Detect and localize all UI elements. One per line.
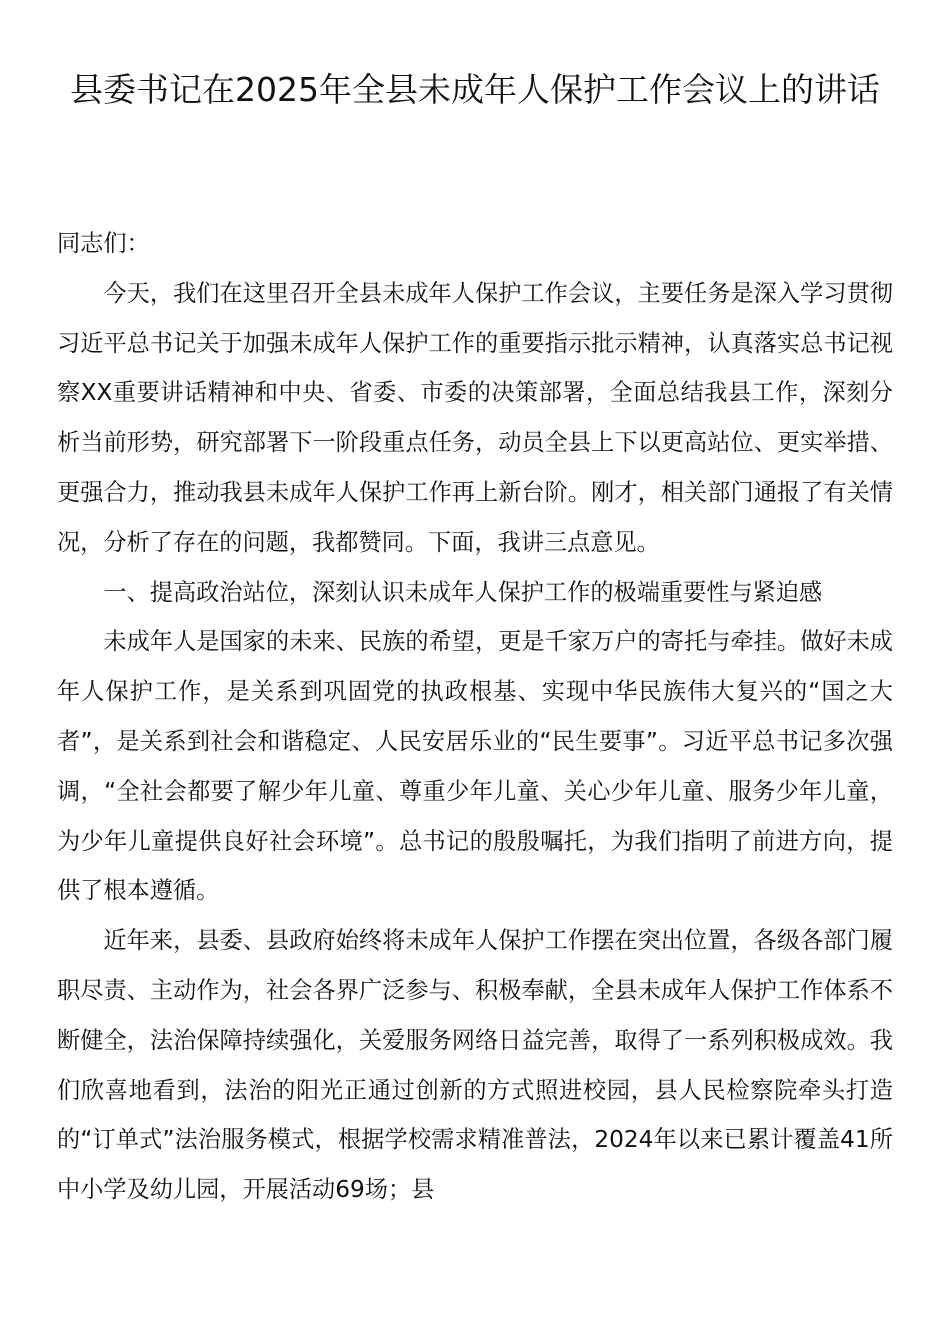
section-heading-1: 一、提高政治站位，深刻认识未成年人保护工作的极端重要性与紧迫感 [103, 578, 823, 606]
document-title: 县委书记在2025年全县未成年人保护工作会议上的讲话 [70, 70, 880, 109]
paragraph-achievements: 近年来，县委、县政府始终将未成年人保护工作摆在突出位置，各级各部门履职尽责、主动作为，社会各界广泛参与、积极奉献，全县未成年人保护工作体系不断健全，法治保障持续强化，关爱服务网络日益完善，取得了一系列积极成效。我们欣喜地看到，法治的阳光正通过创新的方式照进校园，县人民检察院牵头打造的“订单式”法治服务模式，根据学校需求精准普法，2024年以来已累计覆盖41所中小学及幼儿园，开展活动69场；县 [57, 927, 893, 1204]
paragraph-opening: 今天，我们在这里召开全县未成年人保护工作会议，主要任务是深入学习贯彻习近平总书记关于加强未成年人保护工作的重要指示批示精神，认真落实总书记视察XX重要讲话精神和中央、省委、市委的决策部署，全面总结我县工作，深刻分析当前形势，研究部署下一阶段重点任务，动员全县上下以更高站位、更实举措、更强合力，推动我县未成年人保护工作再上新台阶。刚才，相关部门通报了有关情况，分析了存在的问题，我都赞同。下面，我讲三点意见。 [57, 279, 893, 556]
paragraph-significance: 未成年人是国家的未来、民族的希望，更是千家万户的寄托与牵挂。做好未成年人保护工作，是关系到巩固党的执政根基、实现中华民族伟大复兴的“国之大者”，是关系到社会和谐稳定、人民安居乐业的“民生要事”。习近平总书记多次强调，“全社会都要了解少年儿童、尊重少年儿童、关心少年儿童、服务少年儿童，为少年儿童提供良好社会环境”。总书记的殷殷嘱托，为我们指明了前进方向，提供了根本遵循。 [57, 628, 893, 905]
salutation: 同志们： [57, 230, 150, 257]
document-body [57, 219, 893, 1215]
